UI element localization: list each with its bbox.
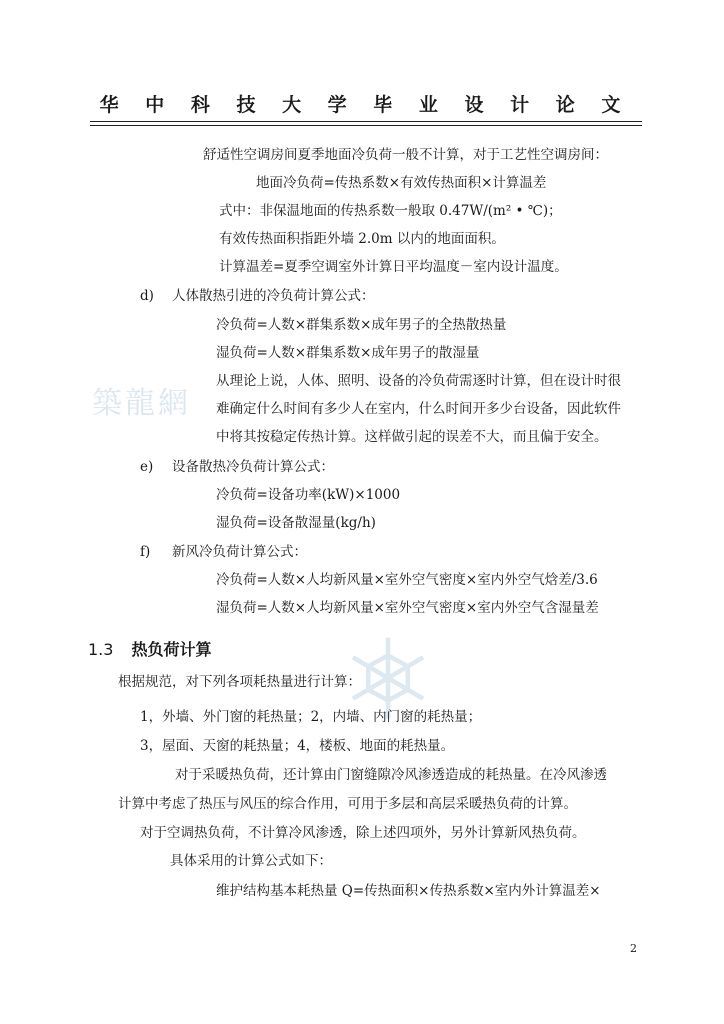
formula-line: 冷负荷=人数×人均新风量×室外空气密度×室内外空气焓差/3.6 bbox=[216, 572, 598, 588]
paragraph-line: 对于空调热负荷，不计算冷风渗透，除上述四项外，另外计算新风热负荷。 bbox=[140, 825, 586, 841]
header-rule bbox=[90, 121, 642, 122]
paragraph-line: 对于采暖热负荷，还计算由门窗缝隙冷风渗透造成的耗热量。在冷风渗透 bbox=[175, 767, 607, 783]
list-item-title: 设备散热冷负荷计算公式： bbox=[172, 459, 334, 475]
paragraph-line: 具体采用的计算公式如下： bbox=[170, 853, 332, 869]
formula-line: 湿负荷=人数×人均新风量×室外空气密度×室内外空气含湿量差 bbox=[216, 600, 599, 616]
paragraph-line: 根据规范，对下列各项耗热量进行计算： bbox=[118, 674, 361, 690]
formula-line: 维护结构基本耗热量 Q=传热面积×传热系数×室内外计算温差× bbox=[216, 883, 601, 899]
list-item-title: 新风冷负荷计算公式： bbox=[172, 544, 307, 560]
document-header-title: 华 中 科 技 大 学 毕 业 设 计 论 文 bbox=[99, 94, 631, 116]
formula-line: 冷负荷=设备功率(kW)×1000 bbox=[216, 487, 401, 503]
paragraph-line: 有效传热面积指距外墙 2.0m 以内的地面面积。 bbox=[219, 231, 505, 247]
paragraph-line: 难确定什么时间有多少人在室内，什么时间开多少台设备，因此软件 bbox=[216, 401, 621, 417]
paragraph-line: 计算温差=夏季空调室外计算日平均温度－室内设计温度。 bbox=[219, 259, 568, 275]
formula-line: 湿负荷=人数×群集系数×成年男子的散湿量 bbox=[216, 345, 480, 361]
section-number: 1.3 bbox=[88, 640, 114, 659]
section-title: 热负荷计算 bbox=[131, 640, 212, 659]
paragraph-line: 3，屋面、天窗的耗热量；4，楼板、地面的耗热量。 bbox=[140, 738, 455, 754]
paragraph-line: 1，外墙、外门窗的耗热量；2，内墙、内门窗的耗热量； bbox=[140, 709, 482, 725]
formula-line: 湿负荷=设备散湿量(kg/h) bbox=[216, 515, 376, 531]
paragraph-line: 从理论上说，人体、照明、设备的冷负荷需逐时计算，但在设计时很 bbox=[216, 373, 621, 389]
paragraph-line: 中将其按稳定传热计算。这样做引起的误差不大，而且偏于安全。 bbox=[216, 429, 608, 445]
section-heading bbox=[88, 637, 211, 660]
list-marker: d) bbox=[140, 288, 154, 304]
watermark-text: 築龍網 bbox=[92, 386, 191, 421]
header-rule-thin bbox=[90, 125, 642, 126]
formula-line: 冷负荷=人数×群集系数×成年男子的全热散热量 bbox=[216, 317, 507, 333]
list-marker: e) bbox=[140, 459, 154, 475]
page-number: 2 bbox=[630, 942, 637, 955]
paragraph-line: 舒适性空调房间夏季地面冷负荷一般不计算，对于工艺性空调房间： bbox=[203, 147, 608, 163]
list-item-title: 人体散热引进的冷负荷计算公式： bbox=[172, 288, 375, 304]
list-marker: f) bbox=[140, 544, 151, 560]
formula-line: 地面冷负荷=传热系数×有效传热面积×计算温差 bbox=[256, 175, 547, 191]
paragraph-line: 式中：非保温地面的传热系数一般取 0.47W/(m² • ℃)； bbox=[219, 203, 562, 219]
paragraph-line: 计算中考虑了热压与风压的综合作用，可用于多层和高层采暖热负荷的计算。 bbox=[118, 796, 577, 812]
